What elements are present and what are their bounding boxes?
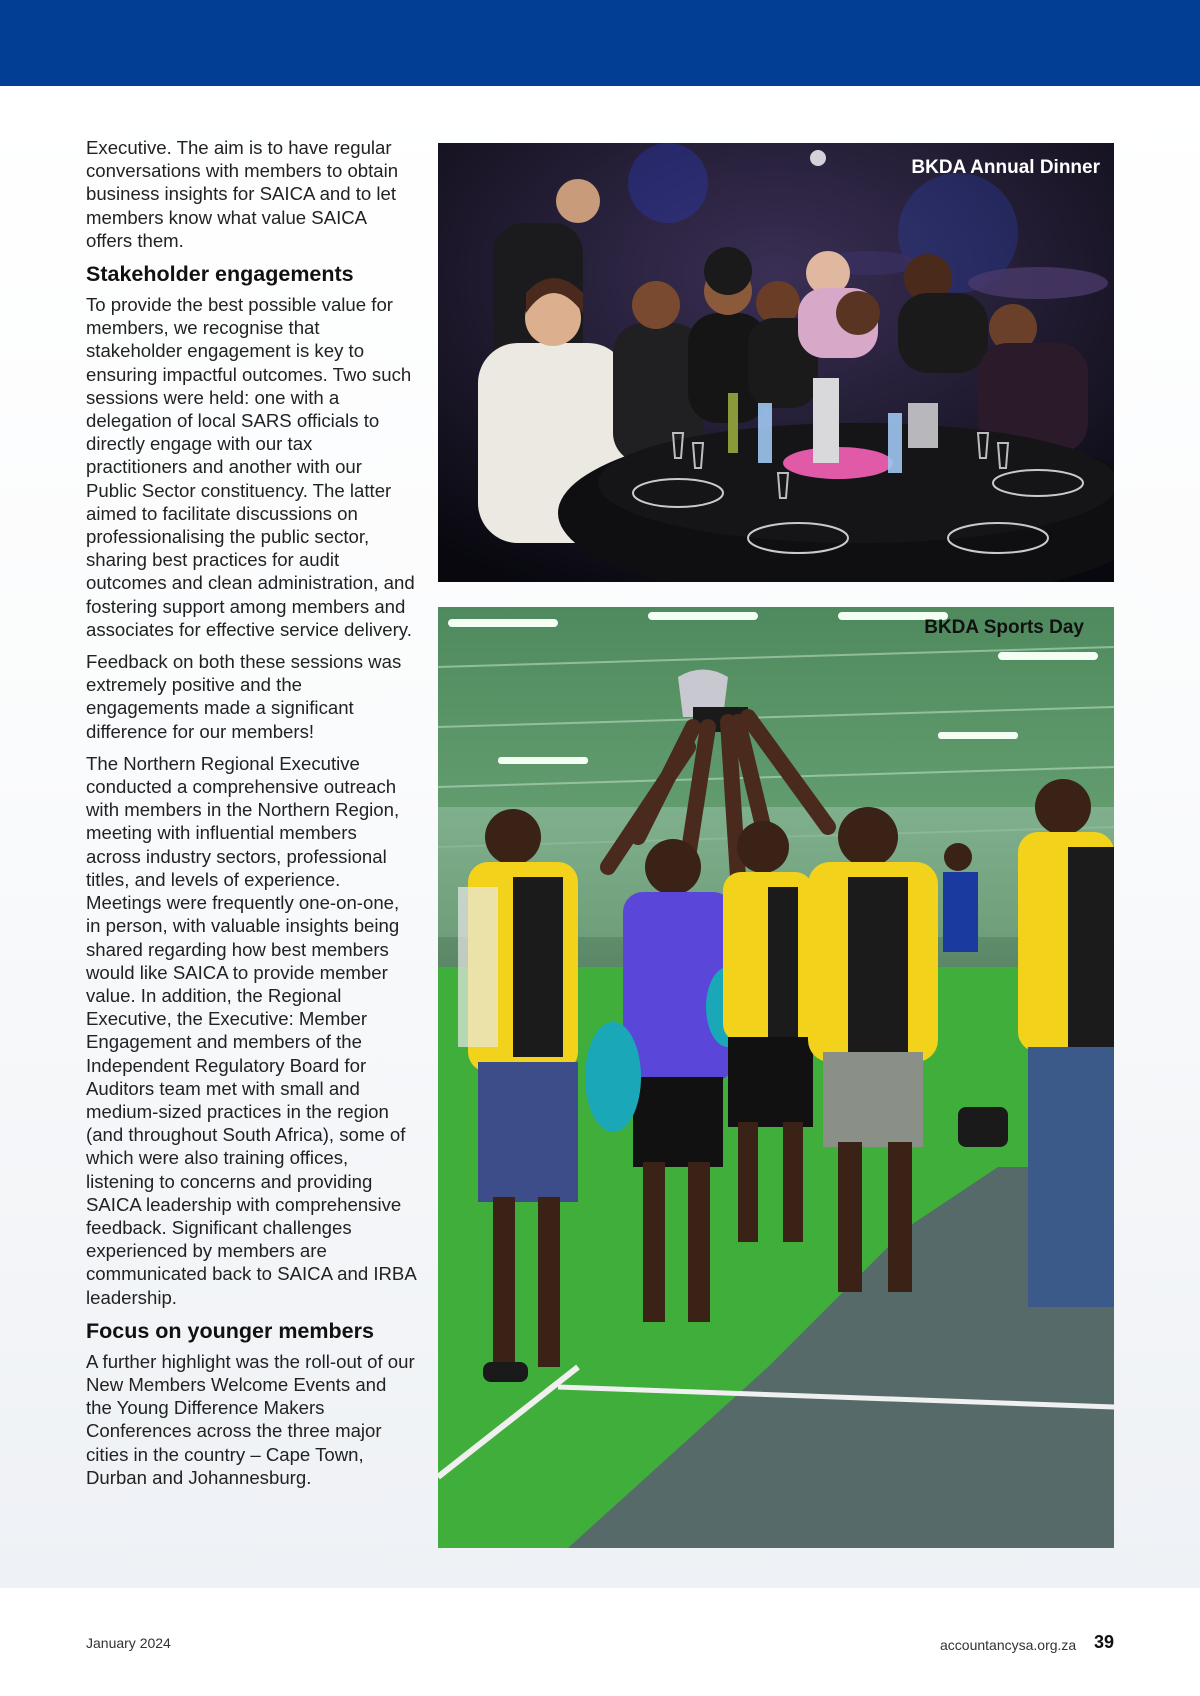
article-paragraph: Executive. The aim is to have regular conversations with members to obtain business insights for SAICA and to let members know what value SAICA offers them. bbox=[86, 137, 399, 251]
article-text-column bbox=[86, 136, 416, 1498]
article-paragraph: Feedback on both these sessions was extremely positive and the engagements made a significant difference for our members! bbox=[86, 651, 402, 742]
footer-issue-date: January 2024 bbox=[86, 1635, 171, 1651]
article-paragraph: To provide the best possible value for members, we recognise that stakeholder engagement is key to ensuring impactful outcomes. Two such sessions were held: one with a delegation of local SARS officials to directly engage with our tax practitioners and another with our Public Sector constituency. The latter aimed to facilitate discussions on professionalising the public sector, sharing best practices for audit outcomes and clean administration, and fostering support among members and associates for effective service delivery. bbox=[86, 294, 415, 640]
article-paragraph: A further highlight was the roll-out of our New Members Welcome Events and the Young Difference Makers Conferences across the three major cities in the country – Cape Town, Durban and Johannesburg. bbox=[86, 1350, 415, 1488]
heading-focus-younger-members: Focus on younger members bbox=[86, 1318, 374, 1343]
article-paragraph: The Northern Regional Executive conducted a comprehensive outreach with members in the Northern Region, meeting with influential members across industry sectors, professional titles, and levels of experience. Meetings were frequently one-on-one, in person, with valuable insights being shared regarding how best members would like SAICA to provide member value. In addition, the Regional Executive, the Executive: Member Engagement and members of the Independent Regulatory Board for Auditors team met with small and medium-sized practices in the region (and throughout South Africa), some of which were also training offices, listening to concerns and providing SAICA leadership with comprehensive feedback. Significant challenges experienced by members are communicated back to SAICA and IRBA leadership. bbox=[86, 752, 416, 1308]
footer-website-link[interactable]: accountancysa.org.za bbox=[940, 1637, 1077, 1653]
sports-scene-illustration bbox=[438, 607, 1114, 1548]
heading-stakeholder-engagements: Stakeholder engagements bbox=[86, 262, 354, 287]
dinner-scene-illustration bbox=[438, 143, 1114, 582]
photo-annual-dinner bbox=[438, 143, 1114, 582]
dinner-photo-caption: BKDA Annual Dinner bbox=[911, 157, 1100, 178]
photo-sports-day bbox=[438, 607, 1114, 1548]
sports-photo-caption: BKDA Sports Day bbox=[924, 617, 1084, 638]
footer-page-number: 39 bbox=[1094, 1632, 1115, 1652]
header-band bbox=[0, 0, 1200, 86]
